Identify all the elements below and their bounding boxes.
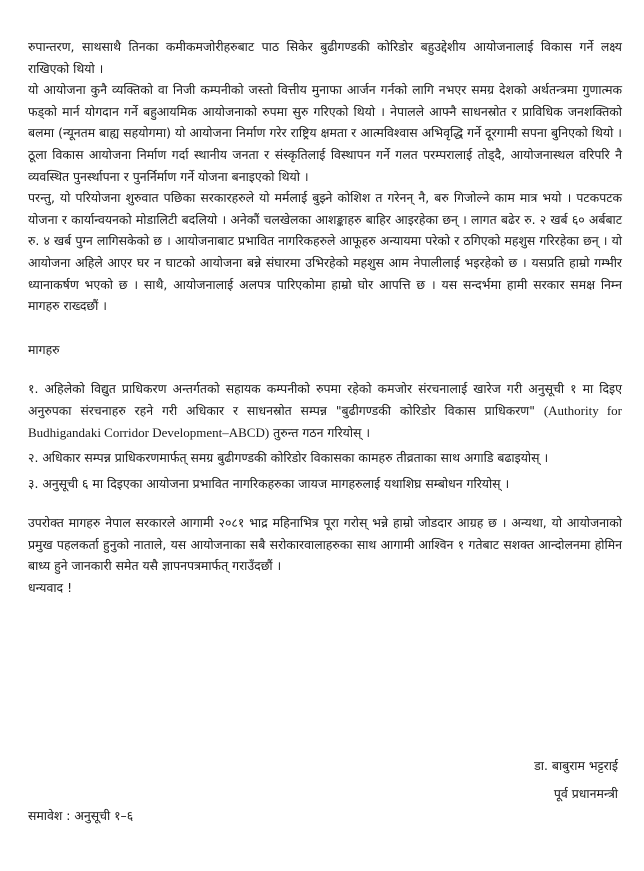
demands-heading: मागहरु [28,341,60,357]
intro-paragraph-3: परन्तु, यो परियोजना शुरुवात पछिका सरकारहरुले यो मर्मलाई बुझ्ने कोशिश त गरेनन् नै, बरु गिजोल्ने काम मात्र भयो । पटकपटक योजना र कार्यान्वयनको मोडालिटी बदलियो । अनेकौं चलखेलका आशङ्काहरु बाहिर आइरहेका छन् । लागत बढेर रु. २ खर्ब ६० अर्बबाट रु. ४ खर्ब पुग्न लागिसकेको छ । आयोजनाबाट प्रभावित नागरिकहरुले आफूहरु अन्यायमा परेको र ठगिएको महशुस गरिरहेका छन् । यो आयोजना अहिले आएर घर न घाटको आयोजना बन्ने संघारमा उभिरहेको महशुस आम नेपालीलाई भइरहेको छ । यसप्रति हाम्रो गम्भीर ध्यानाकर्षण भएको छ । साथै, आयोजनालाई अलपत्र पारिएकोमा हाम्रो घोर आपत्ति छ । यस सन्दर्भमा हामी सरकार समक्ष निम्न मागहरु राख्दछौं । [28,190,622,314]
signatory-title: पूर्व प्रधानमन्त्री [553,785,618,801]
demand-item-2 [28,447,622,469]
closing-paragraph: उपरोक्त मागहरु नेपाल सरकारले आगामी २०८१ भाद्र महिनाभित्र पूरा गरोस् भन्ने हाम्रो जोडदार आग्रह छ । अन्यथा, यो आयोजनाको प्रमुख पहलकर्ता हुनुको नाताले, यस आयोजनाका सबै सरोकारवालाहरुका साथ आगामी आश्विन १ गतेबाट सशक्त आन्दोलनमा होमिन बाध्य हुने जानकारी समेत यसै ज्ञापनपत्रमार्फत् गराउँदछौं । [28,515,622,574]
intro-section [28,36,622,317]
demands-list [28,378,622,494]
signatory-name: डा. बाबुराम भट्टराई [534,758,618,773]
demand-1-text-b: तुरुन्त गठन गरियोस् । [269,424,371,440]
intro-paragraph-2: यो आयोजना कुनै व्यक्तिको वा निजी कम्पनीको जस्तो वित्तीय मुनाफा आर्जन गर्नको लागि नभएर समग्र देशको अर्थतन्त्रमा गुणात्मक फड्को मार्न योगदान गर्ने बहुआयमिक आयोजनाको रुपमा सुरु गरिएको थियो । नेपालले आफ्नै साधनस्रोत र प्राविधिक जनशक्तिको बलमा (न्यूनतम बाह्य सहयोगमा) यो आयोजना निर्माण गरेर राष्ट्रिय क्षमता र आत्मविश्वास अभिवृद्धि गर्ने दूरगामी सपना बुनिएको थियो । ठूला विकास आयोजना निर्माण गर्दा स्थानीय जनता र संस्कृतिलाई विस्थापन गर्ने गलत परम्परालाई तोड्दै, आयोजनास्थल वरिपरि नै व्यवस्थित पुनर्स्थापना र पुनर्निर्माण गर्ने योजना बनाइएको थियो । [28,82,622,184]
demand-item-1 [28,378,622,443]
demand-3-text: ३. अनुसूची ६ मा दिइएका आयोजना प्रभावित नागरिकहरुका जायज मागहरुलाई यथाशिघ्र सम्बोधन गरियोस् । [28,475,510,491]
thanks-line: धन्यवाद ! [28,580,73,596]
demand-1-english-text: (Authority for Budhigandaki Corridor Development–ABCD) [28,402,623,440]
signature-block [534,755,618,810]
demand-item-3 [28,473,622,495]
demand-1-text-a: १. अहिलेको विद्युत प्राधिकरण अन्तर्गतको सहायक कम्पनीको रुपमा रहेको कमजोर संरचनालाई खारेज गरी अनुसूची १ मा दिइए अनुरुपका संरचनाहरु रहने गरी अधिकार र साधनस्रोत सम्पन्न "बुढीगण्डकी कोरिडोर विकास प्राधिकरण" [28,381,622,418]
intro-paragraph-1: रुपान्तरण, साथसाथै तिनका कमीकमजोरीहरुबाट पाठ सिकेर बुढीगण्डकी कोरिडोर बहुउद्देशीय आयोजनालाई विकास गर्ने लक्ष्य राखिएको थियो । [28,39,622,76]
attachment-note: समावेश : अनुसूची १–६ [28,808,134,823]
demand-2-text: २. अधिकार सम्पन्न प्राधिकरणमार्फत् समग्र बुढीगण्डकी कोरिडोर विकासका कामहरु तीव्रताका साथ अगाडि बढाइयोस् । [28,450,549,466]
